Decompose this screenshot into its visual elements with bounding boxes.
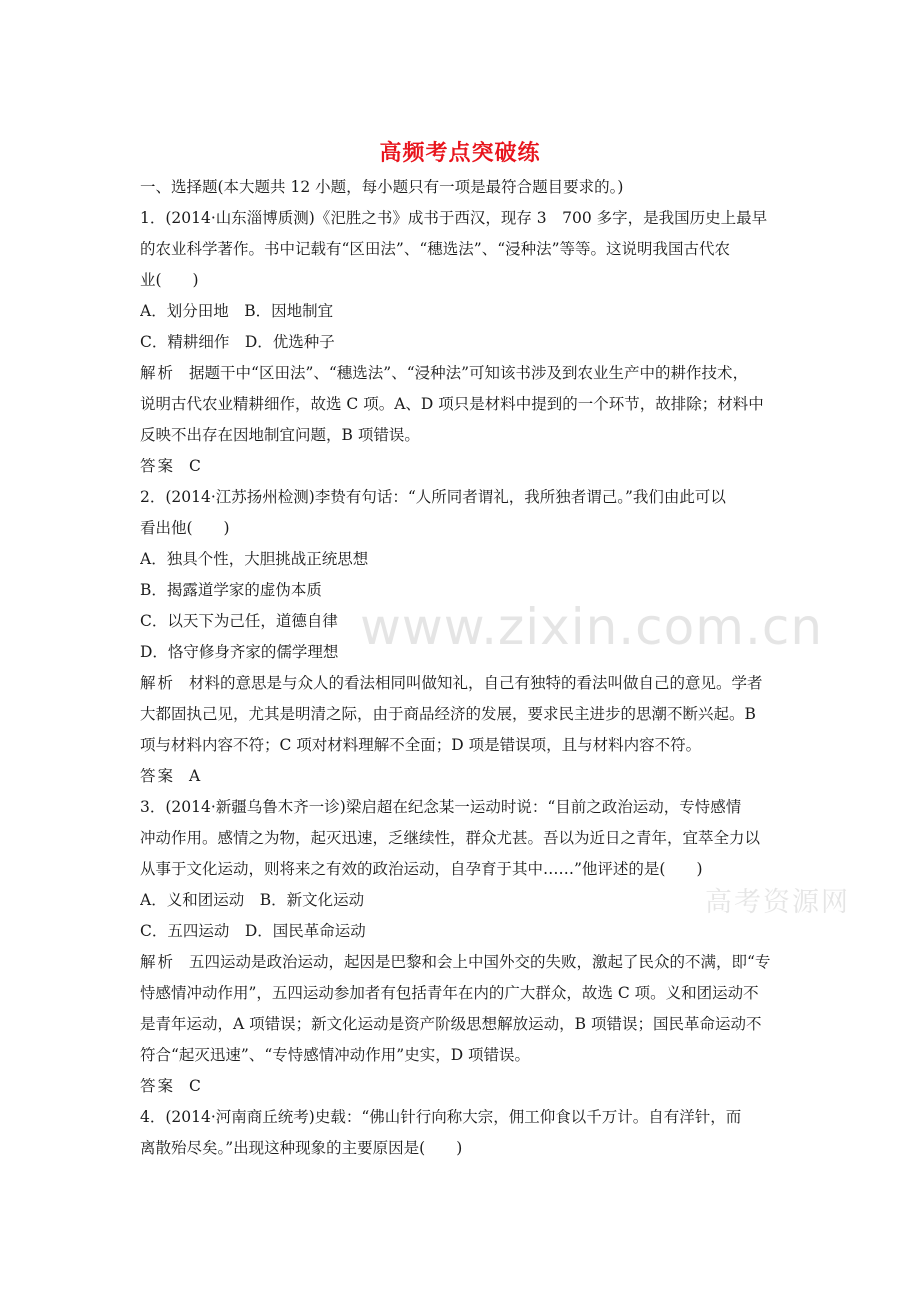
analysis-line: 说明古代农业精耕细作，故选 C 项。A、D 项只是材料中提到的一个环节，故排除；材料中 — [140, 395, 764, 413]
question-stem-line: 冲动作用。感情之为物，起灭迅速，乏继续性，群众尤甚。吾以为近日之青年，宜萃全力以 — [140, 829, 761, 847]
question-stem-line: 离散殆尽矣。”出现这种现象的主要原因是( ) — [140, 1139, 463, 1157]
answer-line — [140, 1071, 785, 1102]
analysis-line — [140, 947, 785, 978]
analysis-line — [140, 358, 785, 389]
analysis-line — [140, 668, 785, 699]
option-line: D．恪守修身齐家的儒学理想 — [140, 643, 339, 661]
answer-label: 答案 — [140, 457, 176, 475]
page-title: 高频考点突破练 — [379, 140, 541, 166]
option-line: A．义和团运动 B．新文化运动 — [140, 891, 365, 909]
option-line: C．以天下为己任，道德自律 — [140, 612, 338, 630]
watermark-secondary: 高考资源网 — [705, 887, 850, 918]
question-2 — [140, 482, 785, 792]
option-line: C．五四运动 D．国民革命运动 — [140, 922, 366, 940]
question-stem-line: 2．(2014·江苏扬州检测)李贽有句话：“人所同者谓礼，我所独者谓己。”我们由此可以 — [140, 488, 726, 506]
question-4 — [140, 1102, 785, 1164]
analysis-line: 恃感情冲动作用”，五四运动参加者有包括青年在内的广大群众，故选 C 项。义和团运动不 — [140, 984, 759, 1002]
question-stem-line: 从事于文化运动，则将来之有效的政治运动，自孕育于其中……”他评述的是( ) — [140, 860, 703, 878]
answer-value: C — [189, 457, 201, 475]
answer-label: 答案 — [140, 1077, 176, 1095]
analysis-text: 据题干中“区田法”、“穗选法”、“浸种法”可知该书涉及到农业生产中的耕作技术， — [189, 364, 749, 382]
answer-value: C — [189, 1077, 201, 1095]
question-3 — [140, 792, 785, 1102]
analysis-line: 大都固执己见，尤其是明清之际，由于商品经济的发展，要求民主进步的思潮不断兴起。B — [140, 705, 756, 723]
question-stem-line: 的农业科学著作。书中记载有“区田法”、“穗选法”、“浸种法”等等。这说明我国古代农 — [140, 240, 731, 258]
question-stem-line: 1．(2014·山东淄博质测)《汜胜之书》成书于西汉，现存 3 700 多字，是我国历史上最早 — [140, 209, 768, 227]
question-stem-line: 4．(2014·河南商丘统考)史载：“佛山针行向称大宗，佣工仰食以千万计。自有洋针，而 — [140, 1108, 742, 1126]
answer-value: A — [189, 767, 201, 785]
option-line: C．精耕细作 D．优选种子 — [140, 333, 335, 351]
watermark: www.zixin.com.cn — [360, 598, 824, 656]
analysis-label: 解析 — [140, 953, 176, 971]
analysis-line: 项与材料内容不符；C 项对材料理解不全面；D 项是错误项，且与材料内容不符。 — [140, 736, 702, 754]
question-stem-line: 业( ) — [140, 271, 199, 289]
section-heading: 一、选择题(本大题共 12 小题，每小题只有一项是最符合题目要求的。) — [140, 178, 624, 196]
analysis-label: 解析 — [140, 674, 176, 692]
question-1 — [140, 203, 785, 482]
answer-label: 答案 — [140, 767, 176, 785]
answer-line — [140, 451, 785, 482]
option-line: A．独具个性，大胆挑战正统思想 — [140, 550, 369, 568]
analysis-text: 材料的意思是与众人的看法相同叫做知礼，自己有独特的看法叫做自己的意见。学者 — [189, 674, 763, 692]
option-line: A．划分田地 B．因地制宜 — [140, 302, 334, 320]
analysis-line: 符合“起灭迅速”、“专恃感情冲动作用”史实，D 项错误。 — [140, 1046, 531, 1064]
option-line: B．揭露道学家的虚伪本质 — [140, 581, 322, 599]
question-stem-line: 看出他( ) — [140, 519, 230, 537]
analysis-line: 反映不出存在因地制宜问题，B 项错误。 — [140, 426, 420, 444]
analysis-label: 解析 — [140, 364, 176, 382]
answer-line — [140, 761, 785, 792]
question-stem-line: 3．(2014·新疆乌鲁木齐一诊)梁启超在纪念某一运动时说：“目前之政治运动，专恃感情 — [140, 798, 742, 816]
analysis-line: 是青年运动，A 项错误；新文化运动是资产阶级思想解放运动，B 项错误；国民革命运动不 — [140, 1015, 762, 1033]
analysis-text: 五四运动是政治运动，起因是巴黎和会上中国外交的失败，激起了民众的不满，即“专 — [189, 953, 771, 971]
document-body — [140, 172, 785, 1164]
